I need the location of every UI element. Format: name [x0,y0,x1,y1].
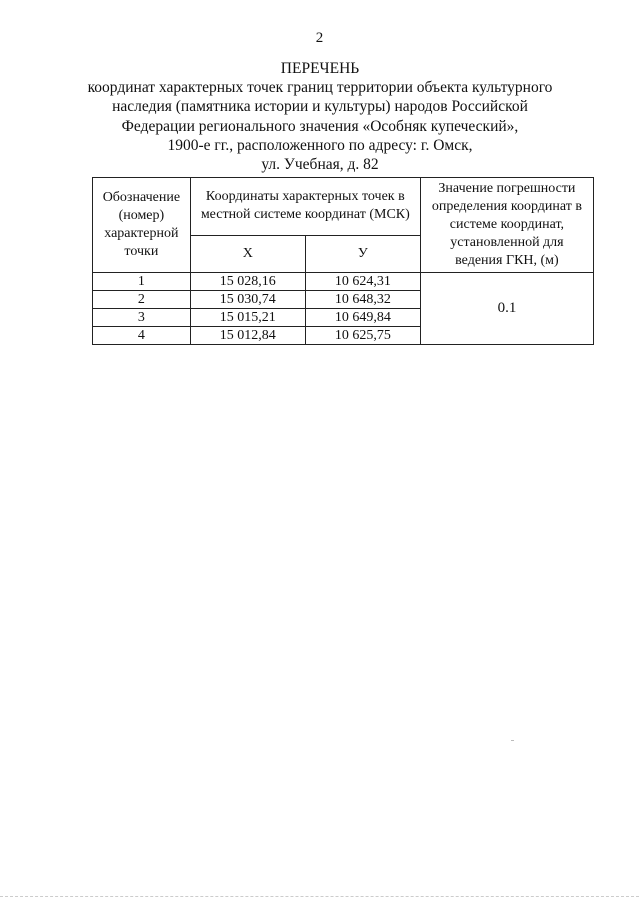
cell-y: 10 648,32 [305,291,420,309]
scan-speck [511,740,514,741]
title-line: 1900-е гг., расположенного по адресу: г. Омск, [167,136,473,154]
table-header-row [93,178,594,236]
table-row [93,273,594,291]
cell-error-value: 0.1 [420,273,593,345]
cell-x: 15 028,16 [190,273,305,291]
title-line: ул. Учебная, д. 82 [261,156,379,174]
header-error: Значение погрешности определения координат в системе координат, установленной для ведения ГКН, (м) [420,178,593,273]
title-line: Федерации регионального значения «Особняк купеческий», [121,117,519,135]
page-number: 2 [315,30,324,46]
cell-point: 2 [93,291,191,309]
cell-point: 3 [93,309,191,327]
cell-point: 4 [93,327,191,345]
cell-x: 15 015,21 [190,309,305,327]
header-coordinates: Координаты характерных точек в местной системе координат (МСК) [190,178,420,236]
header-y: У [305,235,420,272]
cell-x: 15 012,84 [190,327,305,345]
cell-y: 10 624,31 [305,273,420,291]
coordinates-table [92,177,594,345]
title-block [60,59,580,174]
cell-y: 10 649,84 [305,309,420,327]
cell-y: 10 625,75 [305,327,420,345]
title-heading: ПЕРЕЧЕНЬ [280,60,360,77]
header-point: Обозначение (номер) характерной точки [93,178,191,273]
cell-x: 15 030,74 [190,291,305,309]
header-x: Х [190,235,305,272]
bottom-scan-edge [0,896,639,897]
title-line: координат характерных точек границ территории объекта культурного [87,79,553,97]
cell-point: 1 [93,273,191,291]
title-line: наследия (памятника истории и культуры) народов Российской [112,98,528,116]
